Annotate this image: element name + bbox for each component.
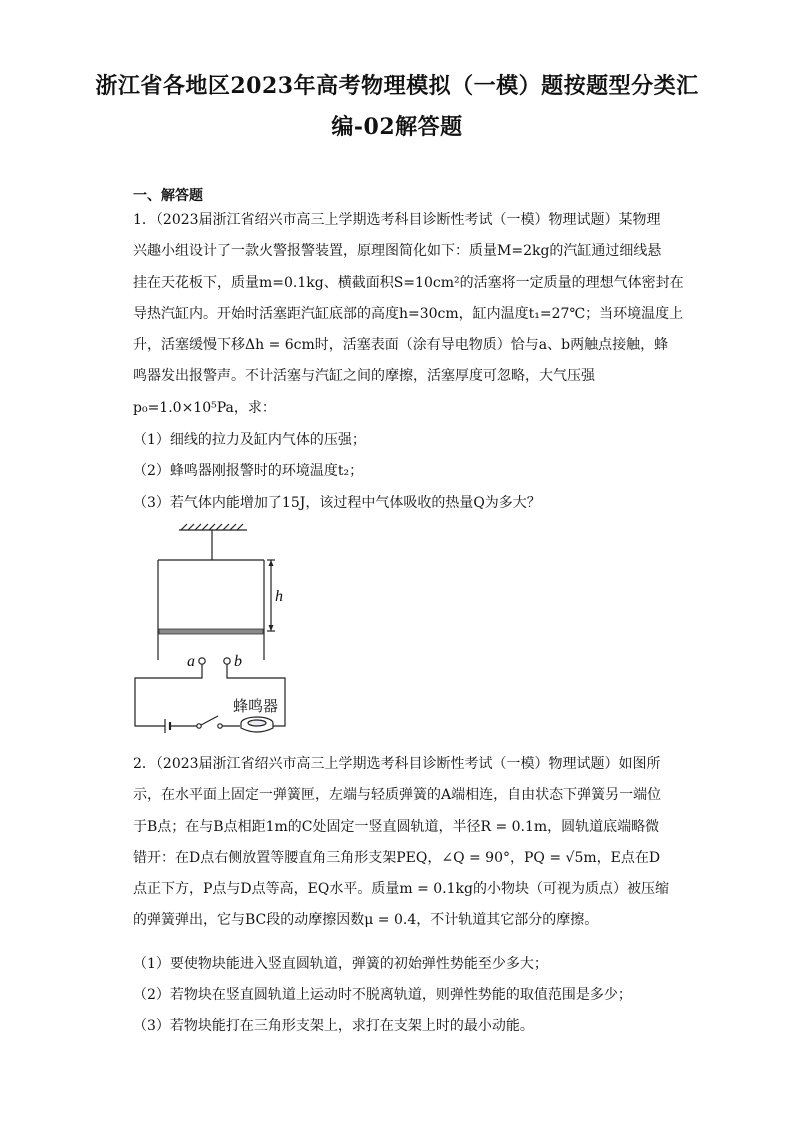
q2-line: 于B点；在与B点相距1m的C处固定一竖直圆轨道，半径R = 0.1m，圆轨道底端略微 — [133, 818, 660, 835]
q1-line: 挂在天花板下，质量m=0.1kg、横截面积S=10cm²的活塞将一定质量的理想气体密封在 — [133, 274, 684, 291]
q1-line: 鸣器发出报警声。不计活塞与汽缸之间的摩擦，活塞厚度可忽略，大气压强 — [133, 368, 595, 385]
label-a: a — [187, 653, 195, 670]
question-1-stem — [133, 205, 684, 424]
q1-line: p₀=1.0×10⁵Pa，求： — [133, 399, 276, 416]
contact-a-icon — [199, 658, 205, 664]
q2-line: 的弹簧弹出，它与BC段的动摩擦因数μ = 0.4，不计轨道其它部分的摩擦。 — [133, 912, 599, 929]
ceiling-hatching — [181, 524, 243, 530]
label-h: h — [275, 588, 283, 605]
q1-subquestion-3: （3）若气体内能增加了15J，该过程中气体吸收的热量Q为多大？ — [133, 495, 541, 511]
q2-line: 错开：在D点右侧放置等腰直角三角形支架PEQ，∠Q = 90°，PQ = √5m，E点在D — [133, 849, 661, 866]
q1-line: 1．（2023届浙江省绍兴市高三上学期选考科目诊断性考试（一模）物理试题）某物理 — [133, 212, 661, 228]
q2-line: 2．（2023届浙江省绍兴市高三上学期选考科目诊断性考试（一模）物理试题）如图所 — [133, 756, 661, 772]
contact-b-icon — [224, 658, 230, 664]
switch-lever — [201, 716, 218, 725]
q1-apparatus-diagram — [125, 520, 325, 738]
q1-subquestion-1: （1）细线的拉力及缸内气体的压强； — [133, 432, 366, 448]
q2-line: 示，在水平面上固定一弹簧匣，左端与轻质弹簧的A端相连，自由状态下弹簧另一端位 — [133, 787, 662, 804]
q2-line: 点正下方，P点与D点等高，EQ水平。质量m = 0.1kg的小物块（可视为质点）被压缩 — [133, 881, 669, 898]
q1-line: 导热汽缸内。开始时活塞距汽缸底部的高度h=30cm，缸内温度t₁=27℃；当环境温度上 — [133, 305, 684, 322]
q2-subquestion-2: （2）若物块在竖直圆轨道上运动时不脱离轨道，则弹性势能的取值范围是多少； — [133, 987, 632, 1003]
piston — [159, 629, 263, 634]
document-title-line2: 编-02解答题 — [331, 114, 463, 140]
q1-line: 兴趣小组设计了一款火警报警装置，原理图简化如下：质量M=2kg的汽缸通过细线悬 — [133, 243, 662, 260]
circuit-wire-left — [135, 664, 202, 726]
q1-subquestion-2: （2）蜂鸣器刚报警时的环境温度t₂； — [133, 463, 364, 479]
q1-line: 升，活塞缓慢下移Δh = 6cm时，活塞表面（涂有导电物质）恰与a、b两触点接触，蜂 — [133, 337, 669, 354]
q2-subquestion-3: （3）若物块能打在三角形支架上，求打在支架上时的最小动能。 — [133, 1018, 534, 1034]
question-2-stem — [133, 749, 668, 937]
section-heading: 一、解答题 — [133, 188, 203, 204]
document-title-line1: 浙江省各地区2023年高考物理模拟（一模）题按题型分类汇 — [95, 73, 699, 99]
q2-subquestion-1: （1）要使物块能进入竖直圆轨道，弹簧的初始弹性势能至少多大； — [133, 956, 548, 972]
switch-pivot — [197, 724, 201, 728]
label-buzzer: 蜂鸣器 — [233, 697, 279, 715]
label-b: b — [234, 653, 242, 670]
